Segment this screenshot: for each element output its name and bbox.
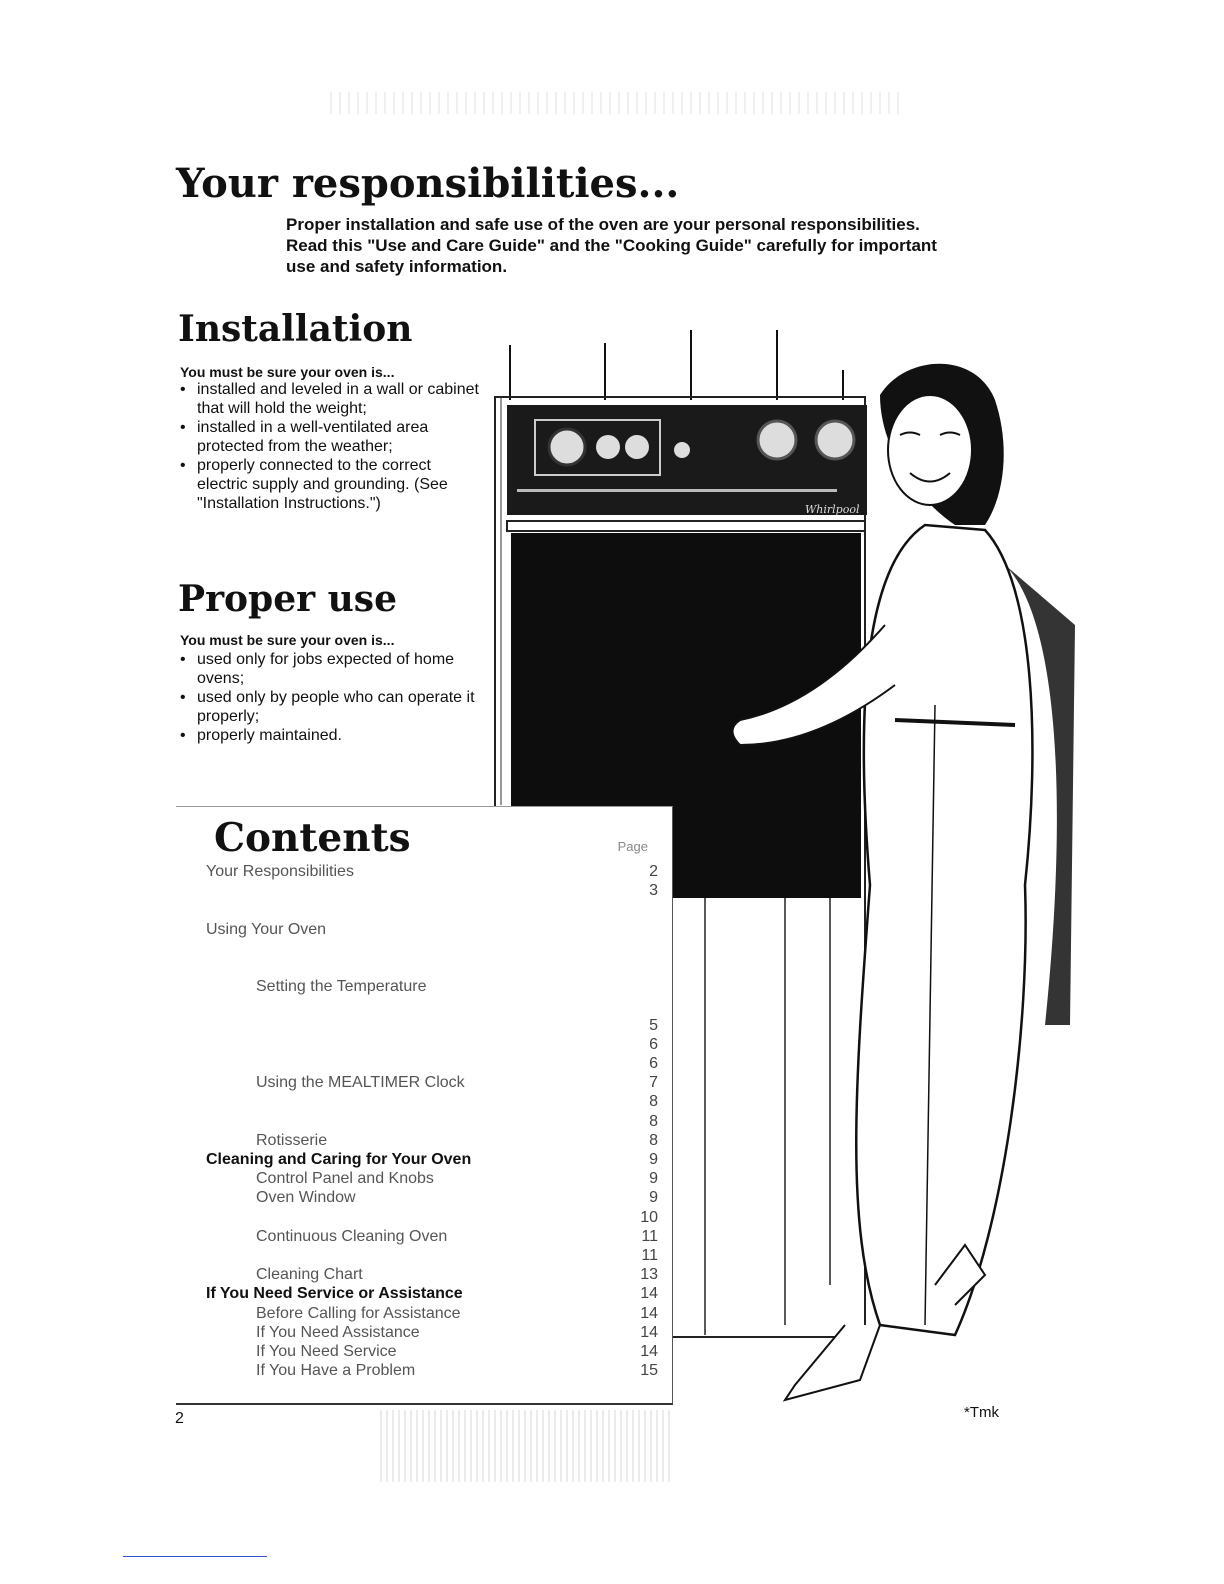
contents-row-title: Before Calling for Assistance <box>256 1304 461 1322</box>
oven-knob <box>816 421 854 459</box>
installation-list <box>180 380 480 513</box>
contents-row-page: 9 <box>649 1170 658 1188</box>
contents-row <box>206 1055 658 1074</box>
footer-line <box>123 1556 267 1557</box>
contents-row-page: 7 <box>649 1074 658 1092</box>
proper-use-subheading: You must be sure your oven is... <box>180 632 395 648</box>
contents-row-page: 3 <box>649 882 658 900</box>
contents-row <box>206 1209 658 1228</box>
contents-row <box>206 1151 658 1170</box>
contents-row-title: Cleaning Chart <box>256 1266 363 1284</box>
contents-heading: Contents <box>214 815 411 861</box>
contents-row-title: Your Responsibilities <box>206 863 354 880</box>
contents-row-title: Continuous Cleaning Oven <box>256 1227 448 1245</box>
list-item: • installed in a well-ventilated area protected from the weather; <box>180 418 480 456</box>
light-switch <box>674 442 690 458</box>
contents-row-title: If You Have a Problem <box>256 1362 416 1380</box>
contents-box <box>176 806 673 1405</box>
timer-knob <box>596 435 620 459</box>
contents-row-page: 2 <box>649 863 658 880</box>
contents-row-page: 8 <box>649 1131 658 1149</box>
contents-row-page: 11 <box>641 1227 658 1245</box>
contents-row <box>206 1247 658 1266</box>
contents-row-page: 6 <box>649 1055 658 1072</box>
contents-row <box>206 901 658 920</box>
brand-logo: Whirlpool <box>805 503 860 516</box>
list-item: • properly maintained. <box>180 726 480 745</box>
proper-use-list <box>180 650 480 745</box>
panel-stripe <box>517 489 837 492</box>
contents-row <box>206 1343 658 1362</box>
contents-row <box>206 1036 658 1055</box>
contents-row <box>206 978 658 997</box>
contents-row-title: If You Need Assistance <box>256 1323 420 1341</box>
trademark-note: *Tmk <box>964 1404 999 1421</box>
scan-noise <box>380 1410 670 1482</box>
clock-dial <box>549 429 585 465</box>
list-item: • used only by people who can operate it properly; <box>180 688 480 726</box>
contents-row-title: If You Need Service or Assistance <box>206 1285 463 1303</box>
contents-row-page: 14 <box>640 1285 658 1303</box>
page-title: Your responsibilities... <box>176 160 680 207</box>
contents-row <box>206 1189 658 1208</box>
contents-row-page: 13 <box>640 1266 658 1284</box>
contents-row-page: 8 <box>649 1093 658 1111</box>
timer-knob <box>625 435 649 459</box>
contents-row-page: 6 <box>649 1035 658 1053</box>
list-item: • properly connected to the correct electric supply and grounding. (See "Installation Instructions.") <box>180 456 480 513</box>
contents-row <box>206 1266 658 1285</box>
contents-row-title: Setting the Temperature <box>256 978 427 996</box>
contents-row <box>206 1285 658 1304</box>
page-column-header: Page <box>617 839 648 854</box>
contents-row-page: 14 <box>640 1323 658 1341</box>
contents-row-page: 5 <box>649 1016 658 1034</box>
contents-row-page: 8 <box>649 1112 658 1130</box>
intro-paragraph: Proper installation and safe use of the oven are your personal responsibilities. Read this "Use and Care Guide" and the "Cooking Guide" carefully for important use and safety information. <box>286 215 937 276</box>
door-trim <box>507 521 865 531</box>
contents-row <box>206 1362 658 1381</box>
contents-row-title: Using Your Oven <box>206 920 327 938</box>
list-item: • installed and leveled in a wall or cabinet that will hold the weight; <box>180 380 480 418</box>
contents-row-title: Using the MEALTIMER Clock <box>256 1074 465 1092</box>
contents-row <box>206 1113 658 1132</box>
installation-subheading: You must be sure your oven is... <box>180 364 395 380</box>
contents-row-page: 14 <box>640 1304 658 1322</box>
contents-row <box>206 940 658 959</box>
scan-noise <box>330 92 900 114</box>
contents-row <box>206 959 658 978</box>
contents-row <box>206 1074 658 1093</box>
contents-row-page: 15 <box>640 1362 658 1380</box>
contents-row <box>206 1324 658 1343</box>
contents-row-title: Control Panel and Knobs <box>256 1170 434 1188</box>
contents-row-page: 11 <box>641 1247 658 1264</box>
contents-row <box>206 1170 658 1189</box>
contents-row <box>206 997 658 1016</box>
list-item: • used only for jobs expected of home ovens; <box>180 650 480 688</box>
contents-row-page: 14 <box>640 1343 658 1360</box>
installation-heading: Installation <box>178 308 413 350</box>
contents-row <box>206 1228 658 1247</box>
contents-row-title: Oven Window <box>256 1189 356 1207</box>
contents-row <box>206 1132 658 1151</box>
contents-row <box>206 1093 658 1112</box>
contents-row-title: If You Need Service <box>256 1343 397 1360</box>
oven-knob <box>758 421 796 459</box>
contents-row-page: 10 <box>640 1208 658 1226</box>
contents-row-title: Rotisserie <box>256 1131 328 1149</box>
contents-row-page: 9 <box>649 1151 658 1168</box>
contents-row <box>206 863 658 882</box>
proper-use-heading: Proper use <box>178 578 397 620</box>
contents-row <box>206 1017 658 1036</box>
contents-row <box>206 921 658 940</box>
page-number: 2 <box>175 1410 184 1427</box>
contents-row <box>206 1305 658 1324</box>
contents-row-title: Cleaning and Caring for Your Oven <box>206 1151 472 1168</box>
contents-row-page: 9 <box>649 1189 658 1207</box>
contents-row <box>206 882 658 901</box>
